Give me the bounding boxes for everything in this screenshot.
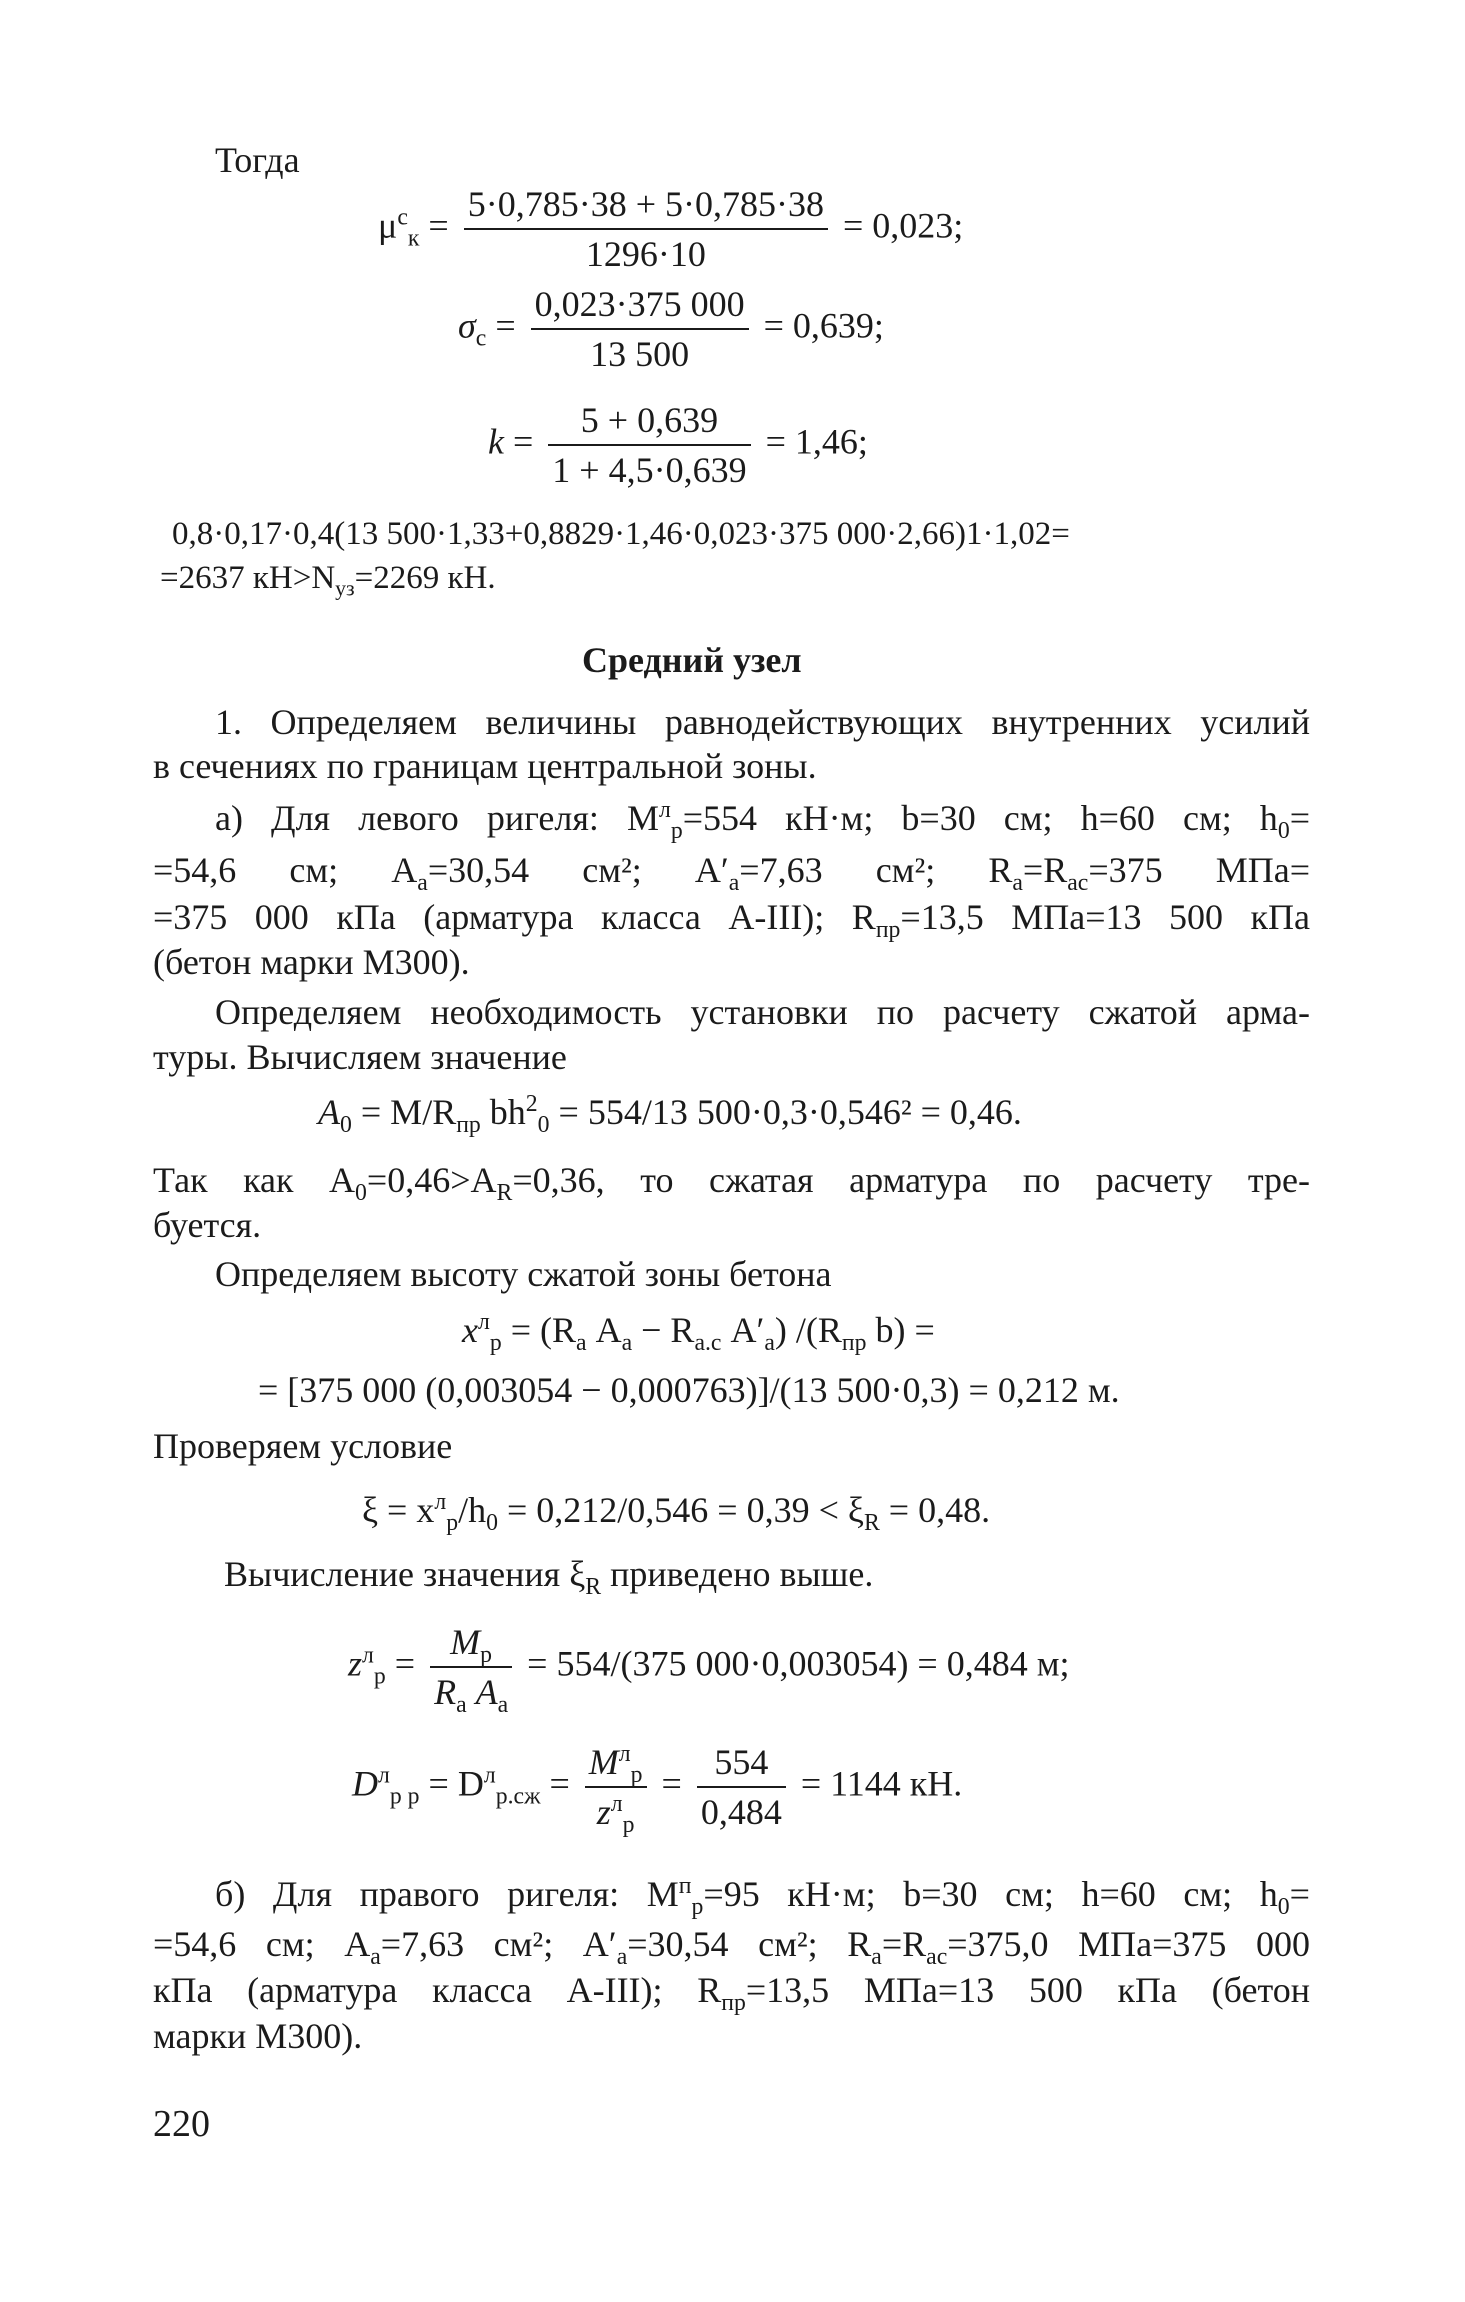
calc-line-1: 0,8·0,17·0,4(13 500·1,33+0,8829·1,46·0,023·375 000·2,66)1·1,02= <box>172 516 1070 552</box>
formula-z: $z^л_р$ = $\frac{M_р}{R_а A_а}$ = 554/(375 000·0,003054) = 0,484 м; <box>348 1622 1070 1719</box>
paragraph-1-line-1: 1. Определяем величины равнодействующих внутренних усилий <box>215 702 1310 742</box>
formula-x-line-1: $x^л_р = (R_а$ $A_а - R_{а.с}$ $A'_а$) $/(R_{пр}$ b) = <box>462 1309 935 1357</box>
left-girder-line-4: (бетон марки М300). <box>153 942 470 982</box>
formula-x-line-2: = [375 000 (0,003054 − 0,000763)]/(13 500·0,3) = 0,212 м. <box>258 1370 1120 1410</box>
formula-a0: $A_0 = M/R_{пр}$ $bh^2_0 = 554/13$ 500·0,3·0,546² = 0,46. <box>318 1091 1022 1139</box>
section-heading: Средний узел <box>582 640 802 680</box>
paragraph-1-line-2: в сечениях по границам центральной зоны. <box>153 746 817 786</box>
left-girder-line-2: =54,6 см; $A_а=30,54$ см²; $A'_а=7,63$ см²; $R_а=R_{ас}=375$ МПа= <box>153 850 1311 897</box>
formula-d: $D^л_{р р} = D^л_{р.сж}$ = $\frac{M^л_р}{z^л_р}$ = $\frac{554}{0,484}$ = 1144 кН. <box>352 1741 963 1839</box>
left-girder-line-1: а) Для левого ригеля: $M^л_р=554$ кН·м; b=30 см; h=60 см; $h_0=$ <box>215 797 1310 845</box>
right-girder-line-1: б) Для правого ригеля: $M^п_р=95$ кН·м; b=30 см; h=60 см; $h_0=$ <box>215 1873 1310 1921</box>
right-girder-line-2: =54,6 см; $A_а=7,63$ см²; $A'_а=30,54$ см²; $R_а=R_{ас}=375,0$ МПа=375 000 <box>153 1924 1311 1971</box>
check-condition-label: Проверяем условие <box>153 1426 453 1466</box>
left-girder-line-3: =375 000 кПа (арматура класса А-III); $R_{пр}=13,5$ МПа=13 500 кПа <box>153 897 1311 944</box>
formula-k: k = $\frac{5 + 0,639}{1 + 4,5\cdot 0,639}$ = 1,46; <box>488 400 868 490</box>
xi-calc-note: Вычисление значения $\xi_R$ приведено выше. <box>224 1554 874 1601</box>
paragraph-3-line-1: Так как $A_0=0,46>A_R=0,36$, то сжатая арматура по расчету тре- <box>153 1160 1310 1207</box>
formula-mu: $\mu^с_к$ = $\frac{5\cdot 0,785\cdot 38 + 5\cdot 0,785\cdot 38}{1296\cdot 10}$ = 0,023; <box>378 184 964 274</box>
page-number: 220 <box>153 2103 210 2145</box>
formula-sigma: $\sigma_с$ = $\frac{0,023\cdot 375 000}{13 500}$ = 0,639; <box>458 284 884 374</box>
calc-line-2: =2637 $кН>N_{уз}=2269$ кН. <box>160 560 496 601</box>
paragraph-3-line-2: буется. <box>153 1205 262 1245</box>
intro-word: Тогда <box>215 140 300 180</box>
paragraph-2-line-1: Определяем необходимость установки по расчету сжатой арма- <box>215 992 1310 1032</box>
right-girder-line-4: марки М300). <box>153 2016 363 2056</box>
formula-xi: $\xi = x^л_р/h_0 = 0,212/0,546 = 0,39 < \xi_R = 0,48$. <box>362 1489 991 1537</box>
paragraph-2-line-2: туры. Вычисляем значение <box>153 1037 567 1077</box>
right-girder-line-3: кПа (арматура класса А-III); $R_{пр}=13,5$ МПа=13 500 кПа (бетон <box>153 1970 1311 2017</box>
paragraph-4: Определяем высоту сжатой зоны бетона <box>215 1254 832 1294</box>
